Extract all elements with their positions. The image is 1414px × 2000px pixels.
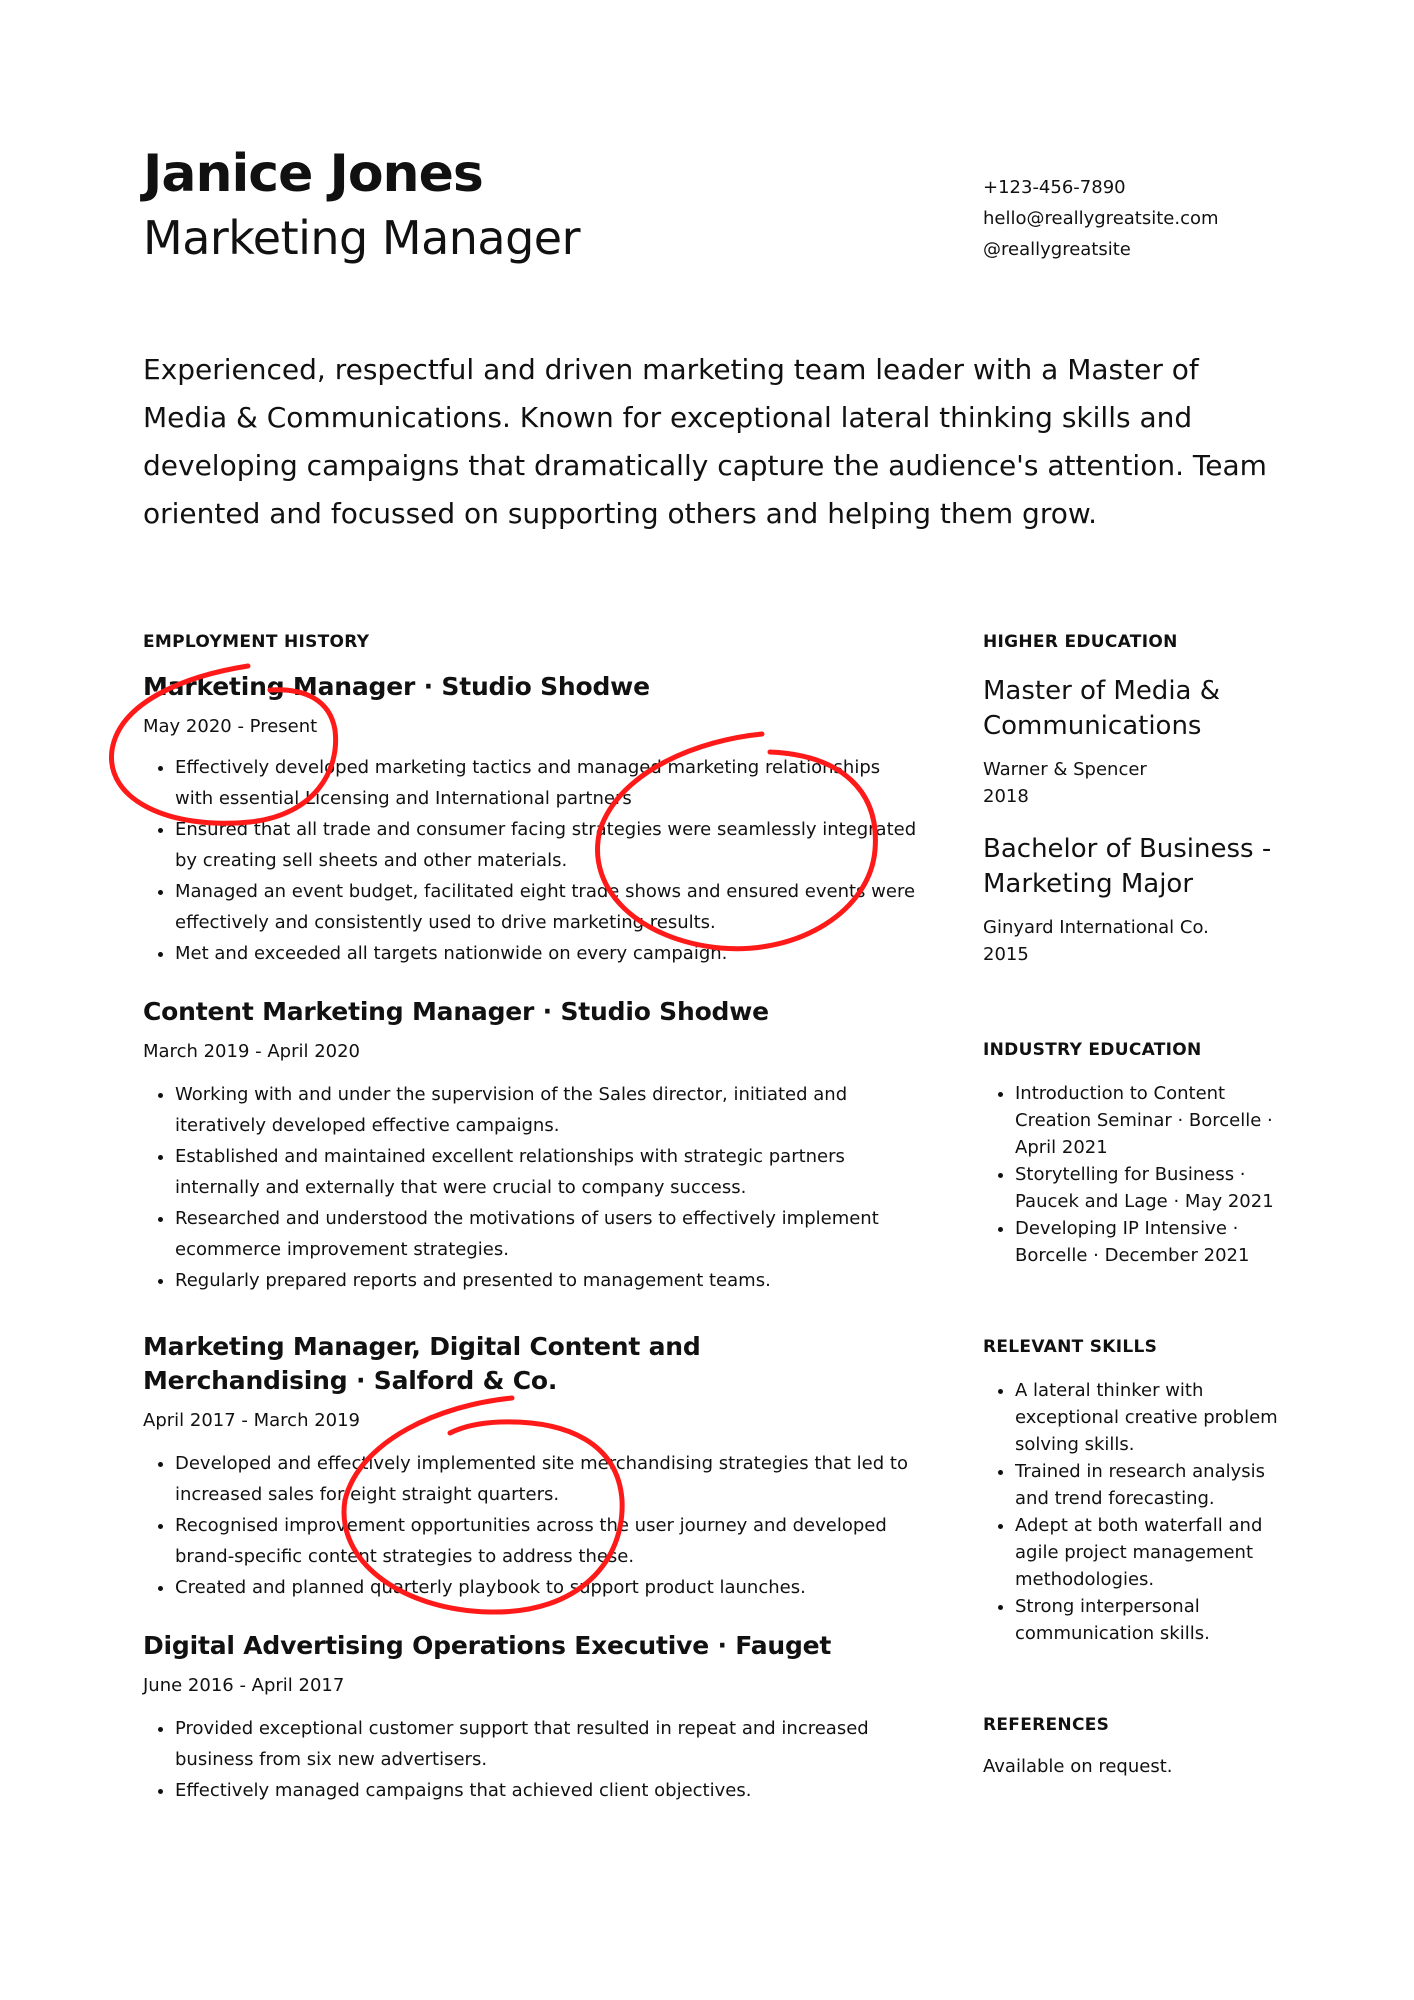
contact-info bbox=[983, 172, 1219, 265]
skills-list bbox=[983, 1377, 1283, 1647]
graduation-year: 2015 bbox=[983, 944, 1029, 965]
job-title: Digital Advertising Operations Executive · Fauget bbox=[143, 1631, 832, 1660]
social-handle: @reallygreatsite bbox=[983, 239, 1131, 260]
school-name: Warner & Spencer bbox=[983, 759, 1147, 780]
job-bullets bbox=[143, 752, 920, 969]
job-title: Marketing Manager, Digital Content and Merchandising · Salford & Co. bbox=[143, 1332, 701, 1395]
job-bullet: • Provided exceptional customer support that resulted in repeat and increased business from six new advertisers. bbox=[175, 1713, 920, 1775]
education-entry bbox=[983, 674, 1283, 810]
job-bullet: • Met and exceeded all targets nationwide on every campaign. bbox=[175, 938, 920, 969]
skills-section bbox=[983, 1337, 1283, 1647]
section-heading-industry-education: INDUSTRY EDUCATION bbox=[983, 1040, 1202, 1060]
industry-education-section bbox=[983, 1040, 1283, 1269]
job-bullet: • Managed an event budget, facilitated eight trade shows and ensured events were effectively and consistently used to drive marketing results. bbox=[175, 876, 920, 938]
degree-name: Master of Media & Communications bbox=[983, 676, 1221, 741]
graduation-year: 2018 bbox=[983, 786, 1029, 807]
job-entry bbox=[143, 1629, 913, 1806]
job-title-heading: Marketing Manager bbox=[143, 211, 581, 265]
candidate-name: Janice Jones bbox=[143, 144, 483, 204]
job-bullet: • Developed and effectively implemented site merchandising strategies that led to increased sales for eight straight quarters. bbox=[175, 1448, 920, 1510]
job-bullets bbox=[143, 1713, 920, 1806]
sidebar-section bbox=[983, 632, 1283, 1780]
list-item: • Adept at both waterfall and agile project management methodologies. bbox=[1015, 1512, 1283, 1593]
job-dates: March 2019 - April 2020 bbox=[143, 1041, 361, 1062]
job-bullet: • Established and maintained excellent relationships with strategic partners internally and externally that were crucial to company success. bbox=[175, 1141, 920, 1203]
section-heading-skills: RELEVANT SKILLS bbox=[983, 1337, 1158, 1357]
job-bullet: • Effectively developed marketing tactics and managed marketing relationships with essential Licensing and International partners bbox=[175, 752, 920, 814]
job-bullets bbox=[143, 1079, 920, 1296]
section-heading-references: REFERENCES bbox=[983, 1715, 1110, 1735]
references-text: Available on request. bbox=[983, 1756, 1173, 1777]
job-entry bbox=[143, 1330, 913, 1603]
job-bullet: • Created and planned quarterly playbook to support product launches. bbox=[175, 1572, 920, 1603]
list-item: • Developing IP Intensive · Borcelle · December 2021 bbox=[1015, 1215, 1283, 1269]
job-bullets bbox=[143, 1448, 920, 1603]
list-item: • Strong interpersonal communication skills. bbox=[1015, 1593, 1283, 1647]
job-bullet: • Regularly prepared reports and presented to management teams. bbox=[175, 1265, 920, 1296]
list-item: • Storytelling for Business · Paucek and Lage · May 2021 bbox=[1015, 1161, 1283, 1215]
job-bullet: • Recognised improvement opportunities across the user journey and developed brand-specific content strategies to address these. bbox=[175, 1510, 920, 1572]
profile-summary: Experienced, respectful and driven marketing team leader with a Master of Media & Communications. Known for exceptional lateral thinking skills and developing campaigns that dramatically capture the audience's attention. Team oriented and focussed on supporting others and helping them grow. bbox=[143, 353, 1267, 530]
degree-name: Bachelor of Business - Marketing Major bbox=[983, 834, 1272, 899]
school-name: Ginyard International Co. bbox=[983, 917, 1209, 938]
job-dates: April 2017 - March 2019 bbox=[143, 1410, 361, 1431]
industry-education-list bbox=[983, 1080, 1283, 1269]
job-bullet: • Ensured that all trade and consumer facing strategies were seamlessly integrated by creating sell sheets and other materials. bbox=[175, 814, 920, 876]
job-dates: May 2020 - Present bbox=[143, 716, 318, 737]
list-item: • Trained in research analysis and trend forecasting. bbox=[1015, 1458, 1283, 1512]
job-bullet: • Working with and under the supervision of the Sales director, initiated and iteratively developed effective campaigns. bbox=[175, 1079, 920, 1141]
job-bullet: • Researched and understood the motivations of users to effectively implement ecommerce improvement strategies. bbox=[175, 1203, 920, 1265]
job-bullet: • Effectively managed campaigns that achieved client objectives. bbox=[175, 1775, 920, 1806]
list-item: • A lateral thinker with exceptional creative problem solving skills. bbox=[1015, 1377, 1283, 1458]
references-section bbox=[983, 1715, 1283, 1780]
job-entry bbox=[143, 995, 913, 1296]
email-address: hello@reallygreatsite.com bbox=[983, 208, 1219, 229]
employment-section bbox=[143, 632, 917, 1832]
section-heading-higher-education: HIGHER EDUCATION bbox=[983, 632, 1178, 652]
phone-number: +123-456-7890 bbox=[983, 177, 1126, 198]
job-entry bbox=[143, 670, 917, 969]
job-title: Marketing Manager · Studio Shodwe bbox=[143, 672, 650, 701]
list-item: • Introduction to Content Creation Seminar · Borcelle · April 2021 bbox=[1015, 1080, 1283, 1161]
education-entry bbox=[983, 832, 1283, 968]
job-title: Content Marketing Manager · Studio Shodwe bbox=[143, 997, 769, 1026]
section-heading-employment: EMPLOYMENT HISTORY bbox=[143, 632, 370, 652]
job-dates: June 2016 - April 2017 bbox=[143, 1675, 345, 1696]
